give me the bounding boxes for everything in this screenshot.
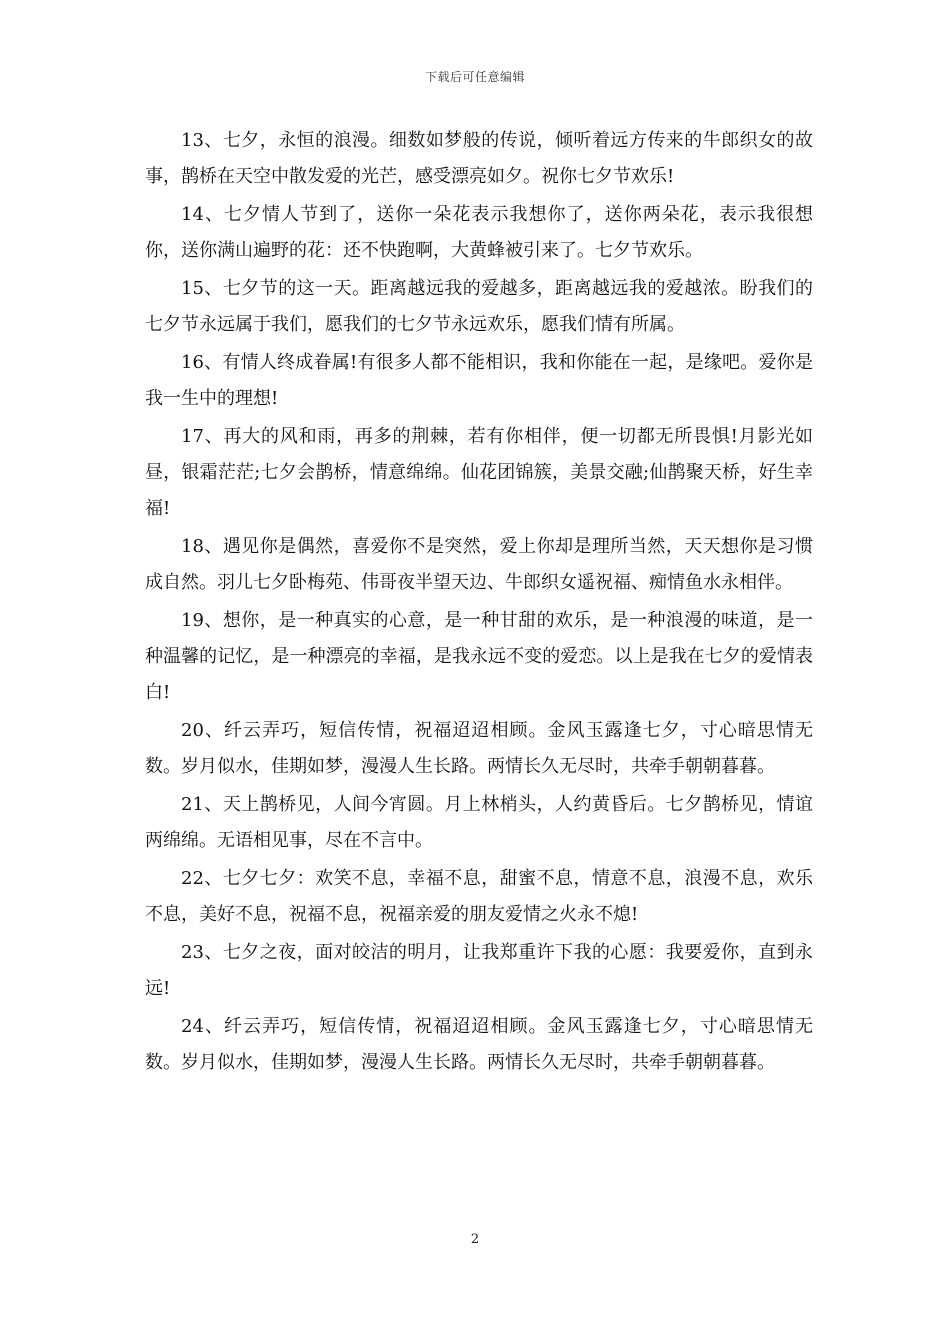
page-number: 2 <box>470 1232 480 1247</box>
paragraph-24: 24、纤云弄巧，短信传情，祝福迢迢相顾。金风玉露逢七夕，寸心暗思情无数。岁月似水，佳期如梦，漫漫人生长路。两情长久无尽时，共牵手朝朝暮暮。 <box>145 1016 813 1073</box>
paragraph-13: 13、七夕，永恒的浪漫。细数如梦般的传说，倾听着远方传来的牛郎织女的故事，鹊桥在天空中散发爱的光芒，感受漂亮如夕。祝你七夕节欢乐! <box>145 130 813 187</box>
paragraph-20: 20、纤云弄巧，短信传情，祝福迢迢相顾。金风玉露逢七夕，寸心暗思情无数。岁月似水，佳期如梦，漫漫人生长路。两情长久无尽时，共牵手朝朝暮暮。 <box>145 720 813 777</box>
paragraph-16: 16、有情人终成眷属!有很多人都不能相识，我和你能在一起，是缘吧。爱你是我一生中的理想! <box>145 352 813 409</box>
paragraph-14: 14、七夕情人节到了，送你一朵花表示我想你了，送你两朵花，表示我很想你，送你满山遍野的花：还不快跑啊，大黄蜂被引来了。七夕节欢乐。 <box>145 204 813 261</box>
paragraph-19: 19、想你，是一种真实的心意，是一种甘甜的欢乐，是一种浪漫的味道，是一种温馨的记忆，是一种漂亮的幸福，是我永远不变的爱恋。以上是我在七夕的爱情表白! <box>145 610 813 703</box>
paragraph-18: 18、遇见你是偶然，喜爱你不是突然，爱上你却是理所当然，天天想你是习惯成自然。羽儿七夕卧梅苑、伟哥夜半望天边、牛郎织女遥祝福、痴情鱼水永相伴。 <box>145 536 813 593</box>
paragraph-21: 21、天上鹊桥见，人间今宵圆。月上林梢头，人约黄昏后。七夕鹊桥见，情谊两绵绵。无语相见事，尽在不言中。 <box>145 794 813 851</box>
document-body <box>145 123 813 1081</box>
paragraph-22: 22、七夕七夕：欢笑不息，幸福不息，甜蜜不息，情意不息，浪漫不息，欢乐不息，美好不息，祝福不息，祝福亲爱的朋友爱情之火永不熄! <box>145 868 813 925</box>
paragraph-23: 23、七夕之夜，面对皎洁的明月，让我郑重许下我的心愿：我要爱你，直到永远! <box>145 942 813 999</box>
page-header: 下载后可任意编辑 <box>424 70 525 84</box>
paragraph-17: 17、再大的风和雨，再多的荆棘，若有你相伴，便一切都无所畏惧!月影光如昼，银霜茫茫;七夕会鹊桥，情意绵绵。仙花团锦簇，美景交融;仙鹊聚天桥，好生幸福! <box>145 426 813 519</box>
paragraph-15: 15、七夕节的这一天。距离越远我的爱越多，距离越远我的爱越浓。盼我们的七夕节永远属于我们，愿我们的七夕节永远欢乐，愿我们情有所属。 <box>145 278 813 335</box>
